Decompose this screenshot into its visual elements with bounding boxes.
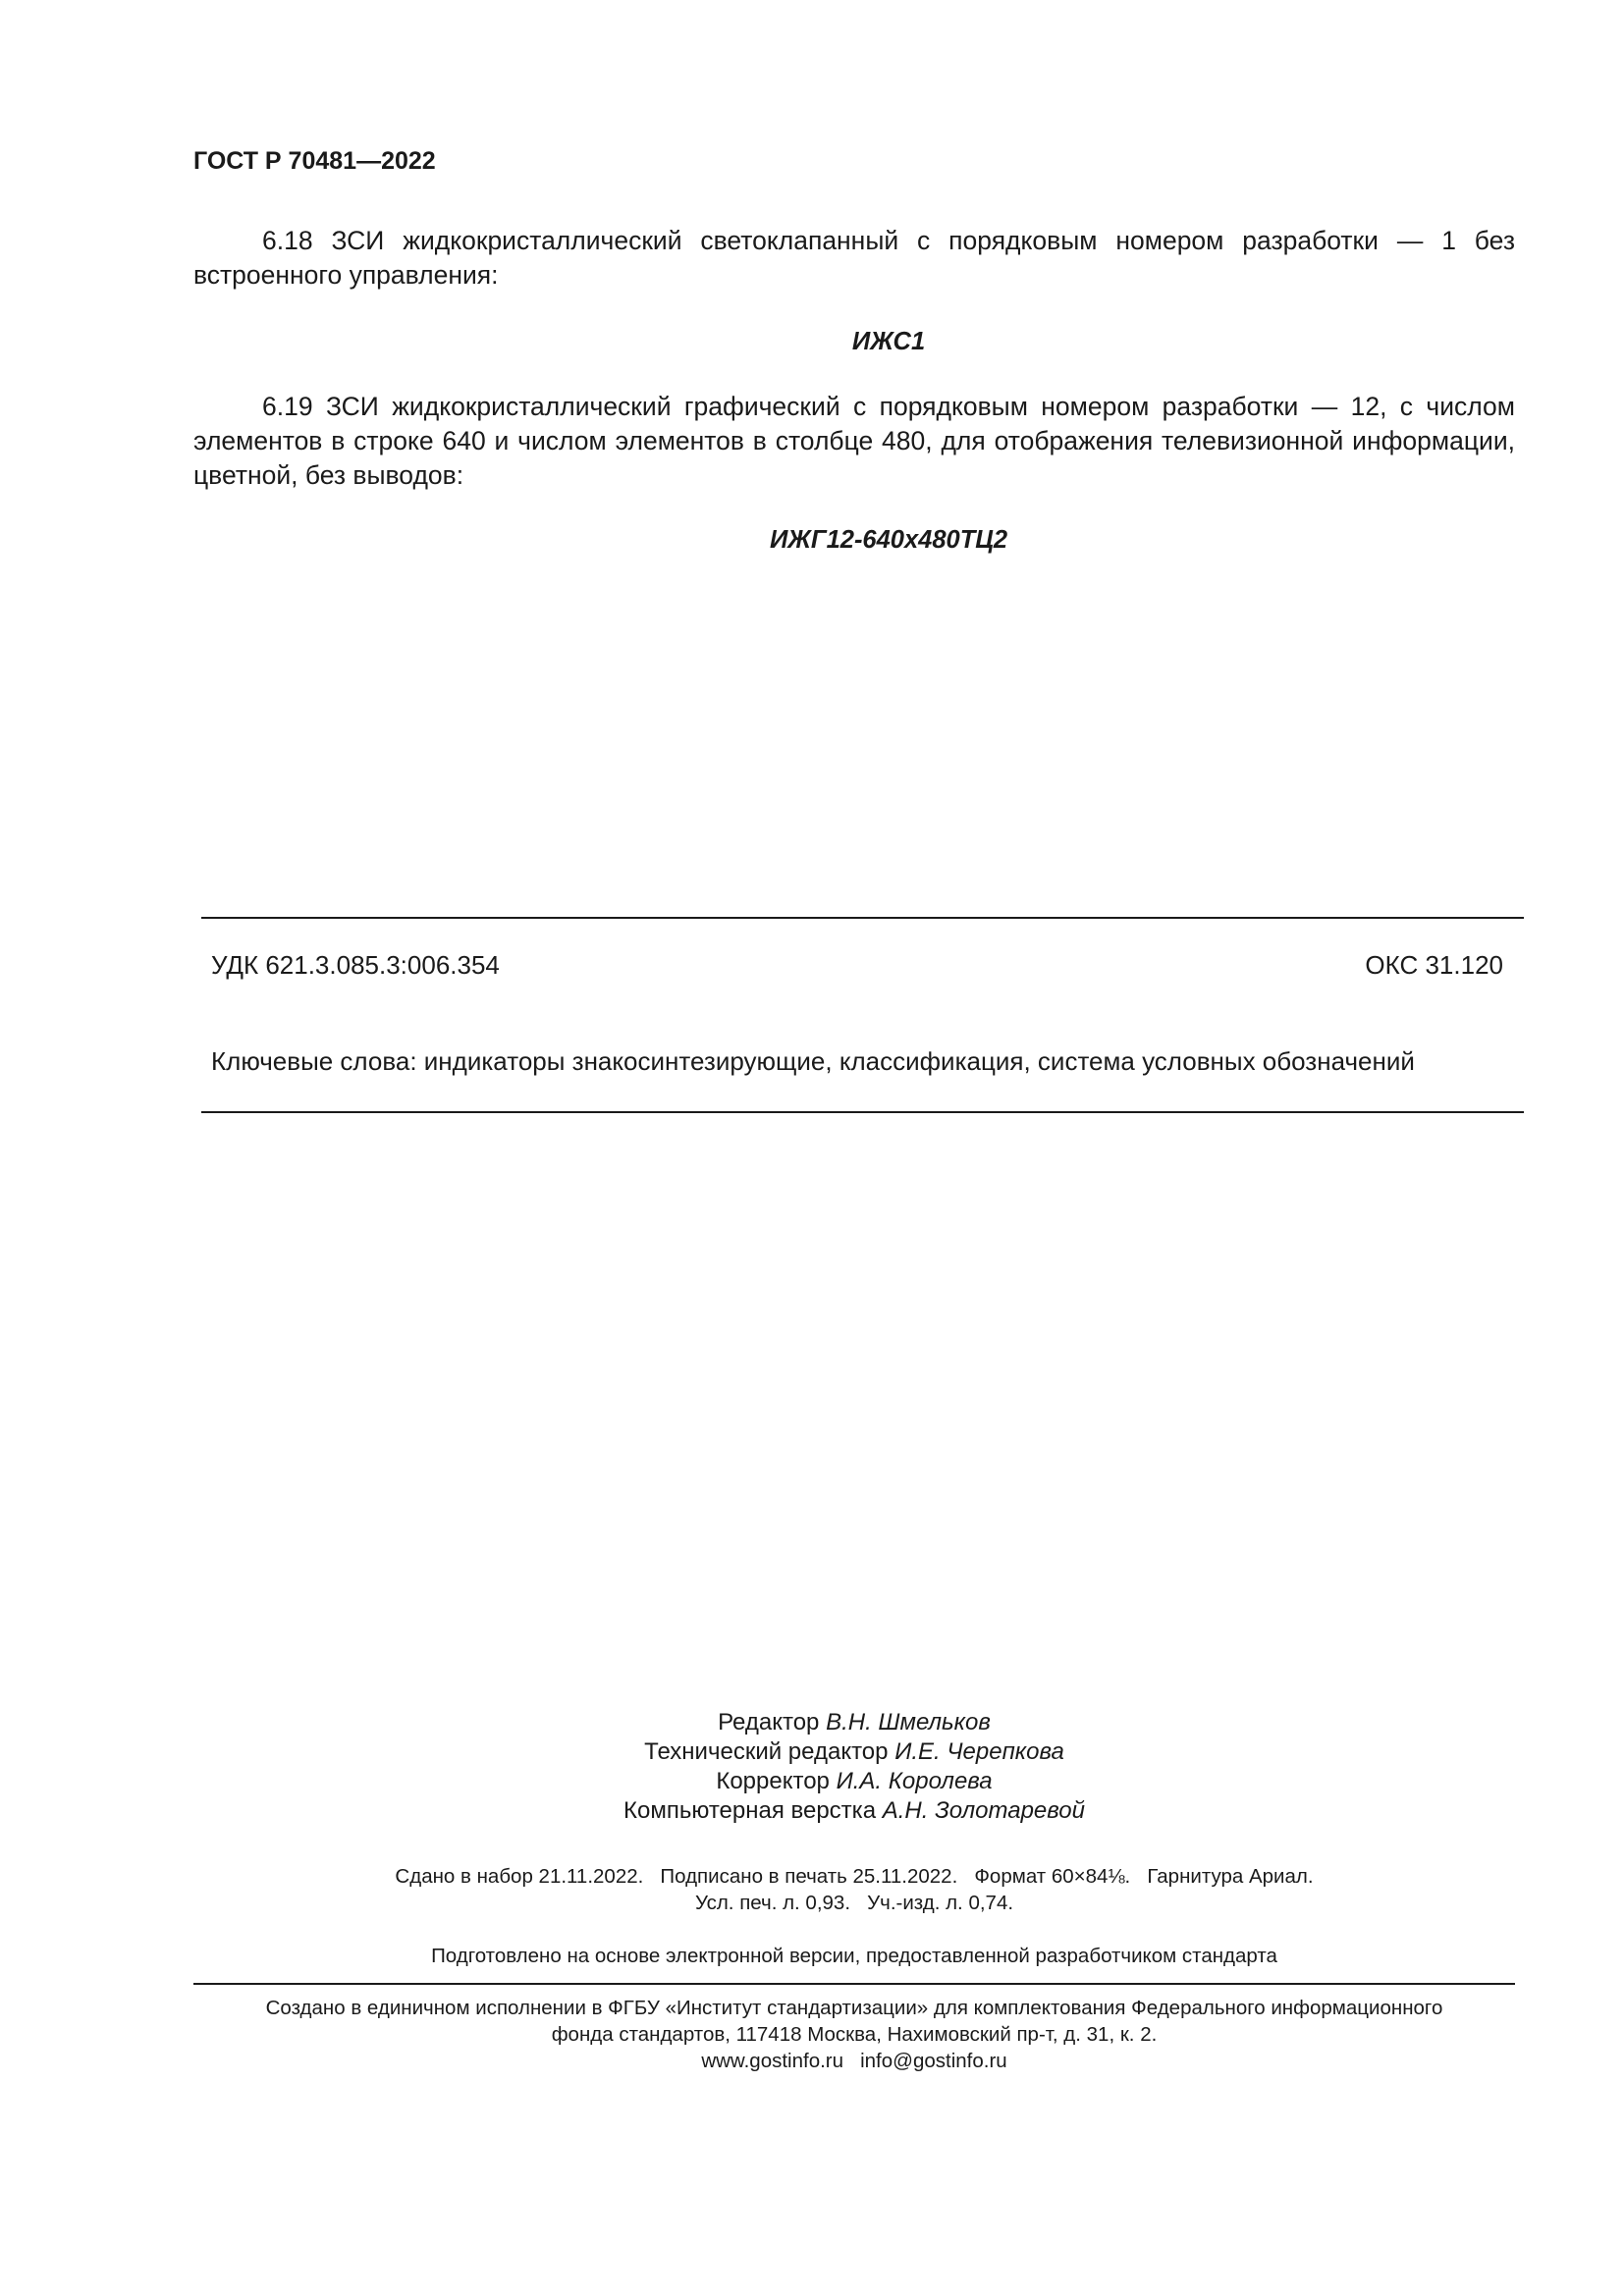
clause-6-19 (193, 390, 1515, 493)
oks-code: ОКС 31.120 (1365, 950, 1503, 980)
credit-tech-editor: Технический редактор И.Е. Черепкова (644, 1738, 1064, 1765)
imprint-rule (193, 1983, 1515, 1985)
prepared-note: Подготовлено на основе электронной версии, предоставленной разработчиком стандарта (431, 1945, 1277, 1967)
bottom-rule (201, 1111, 1524, 1113)
print-info-line-1: Сдано в набор 21.11.2022. Подписано в печать 25.11.2022. Формат 60×84⅛. Гарнитура Ариал. (395, 1865, 1314, 1888)
credits (193, 1708, 1515, 1826)
publisher-line-2: фонда стандартов, 117418 Москва, Нахимовский пр-т, д. 31, к. 2. (551, 2023, 1158, 2046)
udk-code: УДК 621.3.085.3:006.354 (211, 950, 500, 980)
top-rule (201, 917, 1524, 919)
credit-layout: Компьютерная верстка А.Н. Золотаревой (623, 1797, 1085, 1824)
print-info-line-2: Усл. печ. л. 0,93. Уч.-изд. л. 0,74. (694, 1892, 1014, 1914)
document-code: ГОСТ Р 70481—2022 (193, 147, 436, 175)
credit-corrector: Корректор И.А. Королева (716, 1768, 993, 1794)
keywords: Ключевые слова: индикаторы знакосинтезирующие, классификация, система условных обозначений (211, 1046, 1415, 1076)
publisher-line-1: Создано в единичном исполнении в ФГБУ «Институт стандартизации» для комплектования Федерального информационного (265, 1997, 1443, 2019)
publisher-contacts: www.gostinfo.ru info@gostinfo.ru (701, 2050, 1007, 2072)
designation-example-1: ИЖС1 (851, 328, 926, 355)
designation-example-2: ИЖГ12-640х480ТЦ2 (769, 526, 1008, 554)
clause-6-19-text: 6.19 ЗСИ жидкокристаллический графический с порядковым номером разработки — 12, с числом элементов в строке 640 и числом элементов в столбце 480, для отображения телевизионной информации, цветной, без выводов: (193, 392, 1515, 490)
credit-editor: Редактор В.Н. Шмельков (718, 1709, 991, 1735)
clause-6-18 (193, 224, 1515, 293)
clause-6-18-text: 6.18 ЗСИ жидкокристаллический светоклапанный с порядковым номером разработки — 1 без встроенного управления: (193, 226, 1515, 290)
